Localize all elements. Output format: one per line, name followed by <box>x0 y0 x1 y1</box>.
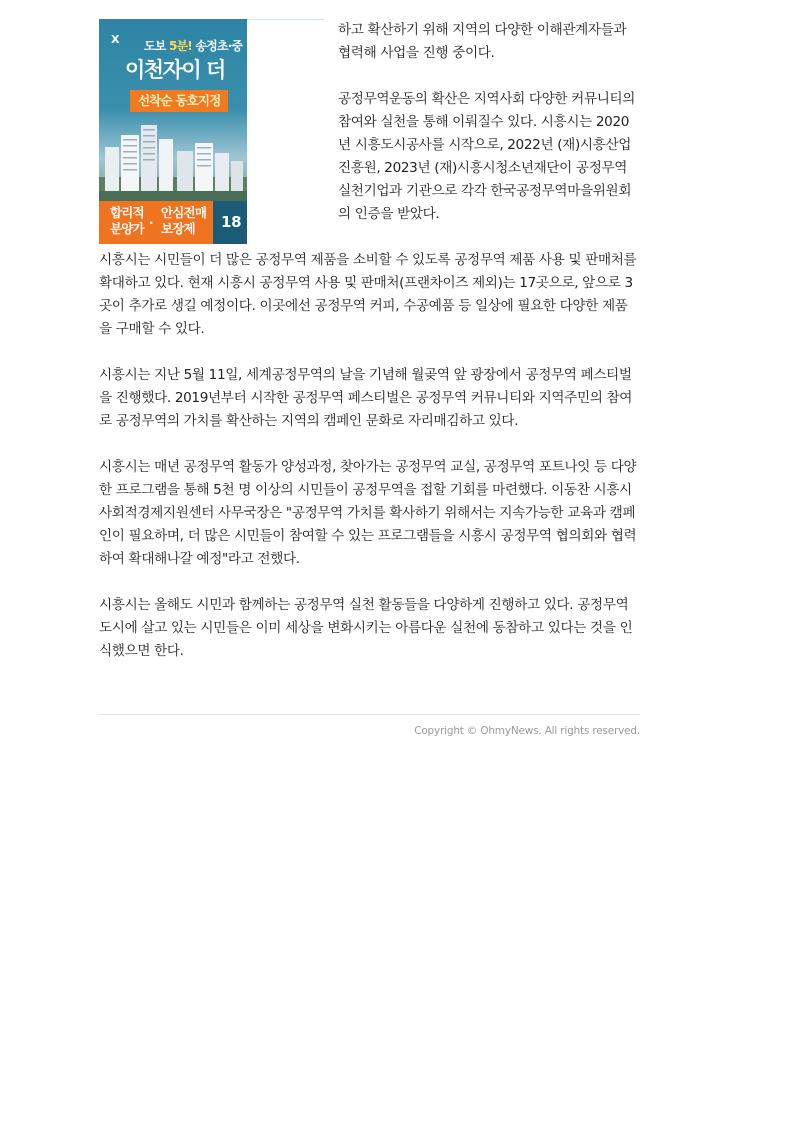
ad-tagline <box>144 35 242 58</box>
ad-feature-price-line2: 분양가 <box>110 221 144 236</box>
ad-feature-resale <box>161 205 213 237</box>
ad-tagline-suffix: 송정초·중 <box>191 39 243 53</box>
ad-number-tag: 18 <box>213 201 247 244</box>
ad-tagline-prefix: 도보 <box>144 39 169 53</box>
article-paragraph-1: 하고 확산하기 위해 지역의 다양한 이해관계자들과 협력해 사업을 진행 중이다. <box>338 22 627 61</box>
ad-image[interactable] <box>99 19 247 244</box>
ad-border-line <box>247 19 324 20</box>
article-paragraph-4: 시흥시는 지난 5월 11일, 세계공정무역의 날을 기념해 월곶역 앞 광장에서 공정무역 페스티벌을 진행했다. 2019년부터 시작한 공정무역 페스티벌은 공정무역 커뮤니티와 지역주민의 참여로 공정무역의 가치를 확산하는 지역의 캠페인 문화로 자리매김하고 있다. <box>99 367 633 429</box>
ad-bottom-bar <box>99 201 247 244</box>
article-paragraph-3: 시흥시는 시민들이 더 많은 공정무역 제품을 소비할 수 있도록 공정무역 제품 사용 및 판매처를 확대하고 있다. 현재 시흥시 공정무역 사용 및 판매처(프랜차이즈 제외)는 17곳으로, 앞으로 3곳이 추가로 생길 예정이다. 이곳에선 공정무역 커피, 수공예품 등 일상에 필요한 다양한 제품을 구매할 수 있다. <box>99 252 637 337</box>
article-paragraph-2: 공정무역운동의 확산은 지역사회 다양한 커뮤니티의 참여와 실천을 통해 이뤄질수 있다. 시흥시는 2020년 시흥도시공사를 시작으로, 2022년 (재)시흥산업진흥원, 2023년 (재)시흥시청소년재단이 공정무역 실천기업과 기관으로 각각 한국공정무역마을위원회의 인증을 받았다. <box>338 91 636 222</box>
ad-feature-price <box>110 205 150 237</box>
ad-brand-logo: X <box>111 33 119 46</box>
ad-badge: 선착순 동호지정 <box>130 90 228 112</box>
footer-divider <box>99 714 640 715</box>
copyright-notice: Copyright © OhmyNews. All rights reserved. <box>414 725 640 737</box>
article-body <box>99 19 640 686</box>
article-paragraph-5: 시흥시는 매년 공정무역 활동가 양성과정, 찾아가는 공정무역 교실, 공정무역 포트나잇 등 다양한 프로그램을 통해 5천 명 이상의 시민들이 공정무역을 접할 기회를 마련했다. 이동찬 시흥시사회적경제지원센터 사무국장은 "공정무역 가치를 확사하기 위해서는 지속가능한 교육과 캠페인이 필요하며, 더 많은 시민들이 참여할 수 있는 프로그램들을 시흥시 공정무역 협의회와 협력하여 확대해나갈 예정"라고 전했다. <box>99 459 637 567</box>
apartment-buildings-illustration <box>99 117 247 202</box>
ad-feature-resale-line2: 보장제 <box>161 221 195 236</box>
ad-title: 이천자이 더 <box>125 58 225 82</box>
ad-separator-dot: · <box>149 216 154 230</box>
ad-tagline-highlight: 5분! <box>168 39 192 53</box>
advertisement-banner[interactable] <box>99 19 324 244</box>
ad-feature-price-line1: 합리적 <box>110 205 144 220</box>
article-paragraph-6: 시흥시는 올해도 시민과 함께하는 공정무역 실천 활동들을 다양하게 진행하고 있다. 공정무역도시에 살고 있는 시민들은 이미 세상을 변화시키는 아름다운 실천에 동참하고 있다는 것을 인식했으면 한다. <box>99 597 633 659</box>
ad-feature-resale-line1: 안심전매 <box>161 205 207 220</box>
